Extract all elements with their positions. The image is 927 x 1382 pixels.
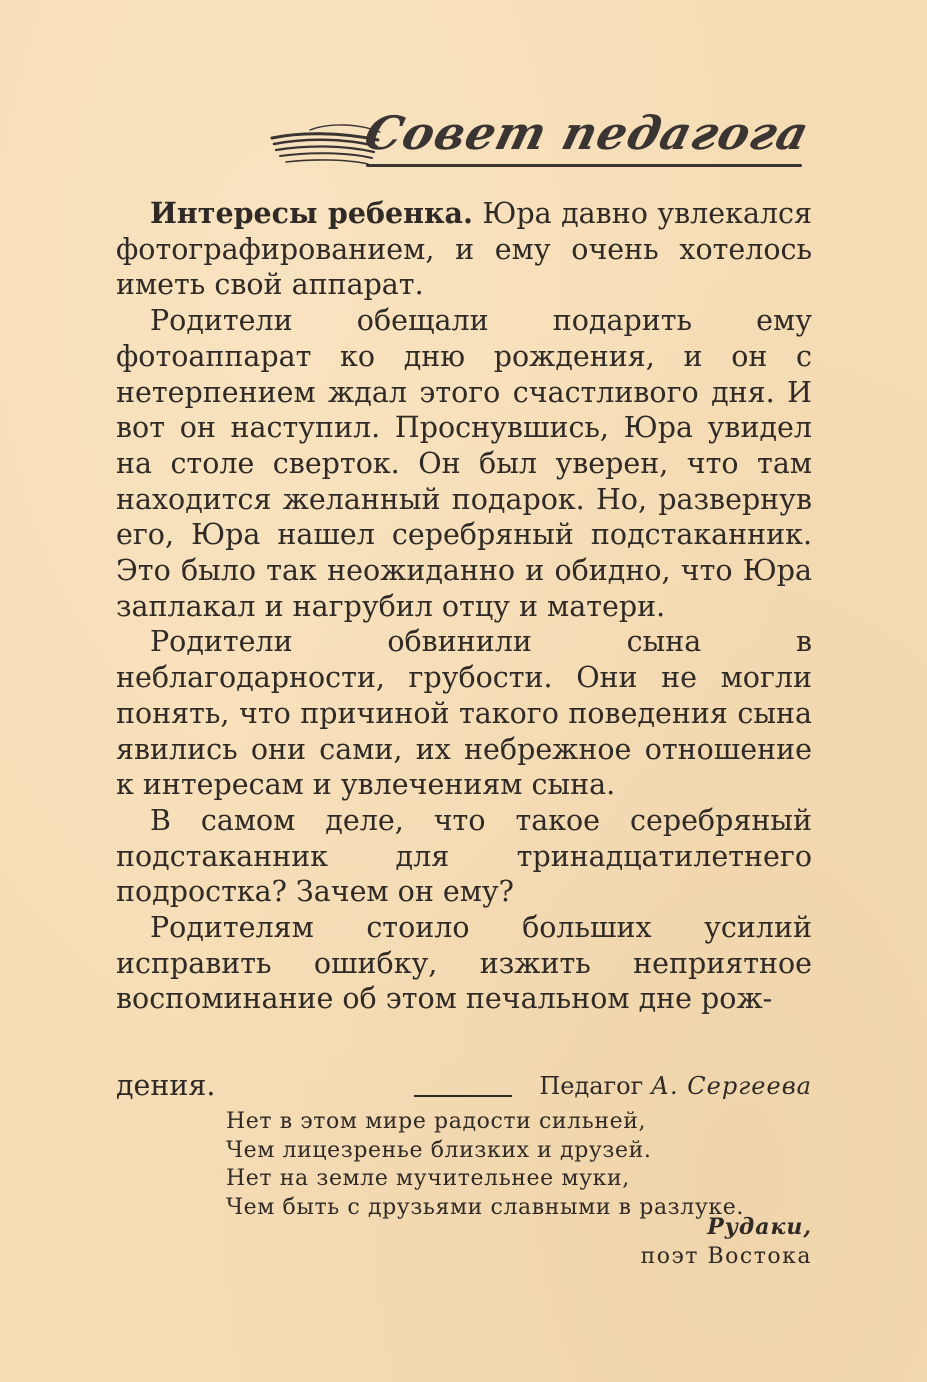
paragraph-5-end: дения. — [116, 1069, 216, 1102]
paragraph-1 — [116, 196, 812, 303]
paragraph-1-text: Юра давно увлекался фотографированием, и ему очень хотелось иметь свой аппарат. — [116, 197, 812, 302]
poem-attribution — [641, 1212, 812, 1272]
poem — [226, 1108, 812, 1222]
paragraph-5: Родителям стоило больших усилий исправить ошибку, изжить неприятное воспоминание об этом печальном дне рож- — [116, 911, 812, 1016]
paragraph-4: В самом деле, что такое серебряный подстаканник для тринадцатилетнего подростка? Зачем он ему? — [116, 803, 812, 909]
signature-line — [116, 1068, 812, 1104]
author-role: Педагог — [539, 1072, 644, 1100]
paragraph-3: Родители обвинили сына в неблагодарности, грубости. Они не могли понять, что причиной такого поведения сына явились они сами, их небрежное отношение к интересам и увлечениям сына. — [116, 625, 812, 802]
article-body — [116, 196, 812, 1017]
section-header — [270, 104, 815, 180]
lead-heading: Интересы ребенка. — [150, 196, 473, 230]
poem-author-desc: поэт Востока — [640, 1244, 812, 1269]
poem-line: Нет в этом мире радости сильней, — [226, 1109, 647, 1134]
poem-line: Нет на земле мучительнее муки, — [226, 1166, 630, 1191]
header-title: Совет педагога — [359, 106, 815, 160]
author-name: А. Сергеева — [650, 1072, 812, 1100]
header-underline — [366, 164, 802, 167]
poem-line: Чем лицезренье близких и друзей. — [226, 1137, 652, 1163]
article-author — [539, 1068, 812, 1104]
signature-rule — [414, 1095, 512, 1097]
poem-line: Чем быть с друзьями славными в разлуке. — [226, 1194, 744, 1220]
paragraph-2: Родители обещали подарить ему фотоаппарат ко дню рождения, и он с нетерпением ждал этого счастливого дня. И вот он наступил. Проснувшись, Юра увидел на столе сверток. Он был уверен, что там находится желанный подарок. Но, развернув его, Юра нашел серебряный подстаканник. Это было так неожиданно и обидно, что Юра заплакал и нагрубил отцу и матери. — [116, 304, 812, 623]
poem-author-name: Рудаки, — [707, 1214, 812, 1240]
